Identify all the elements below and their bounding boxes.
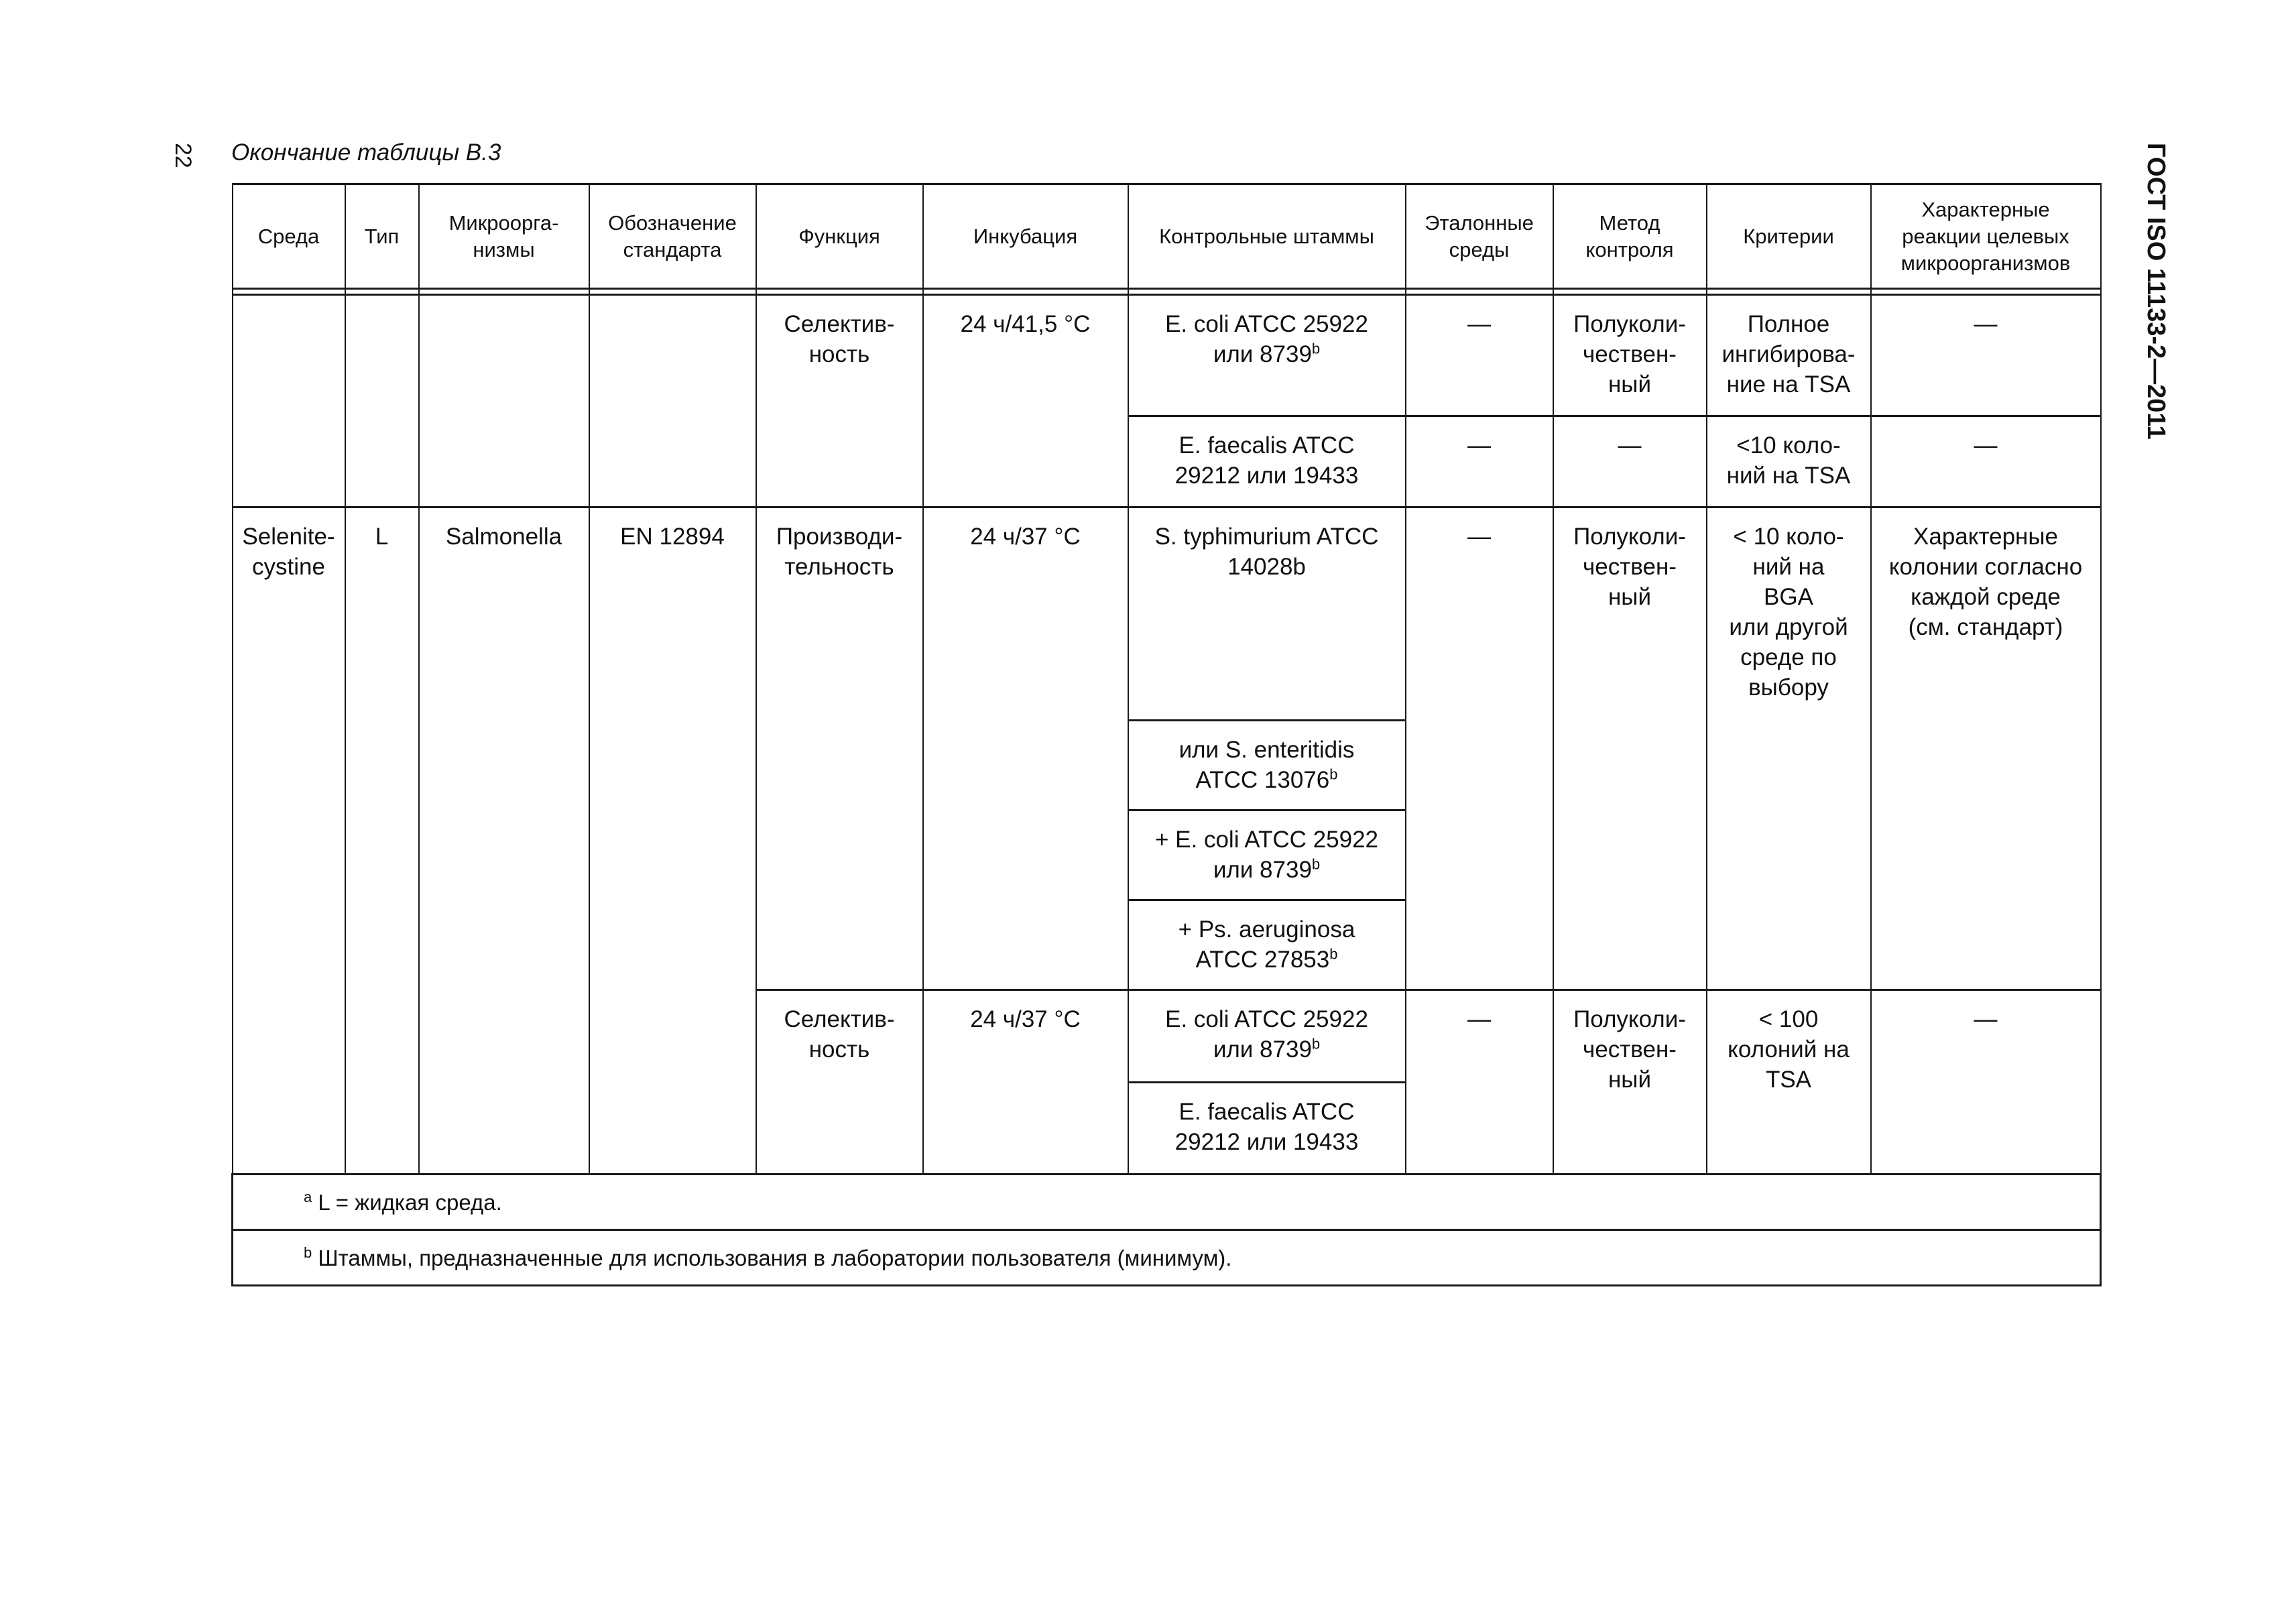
cell-type: L (345, 507, 419, 1175)
cell-standard: EN 12894 (589, 507, 756, 1175)
header-medium: Среда (233, 184, 345, 289)
header-type: Тип (345, 184, 419, 289)
header-reference-media: Эталонные среды (1406, 184, 1553, 289)
cell-reaction: Характерные колонии согласно каждой среде (см. стандарт) (1871, 507, 2101, 990)
cell-control-strain (1128, 295, 1406, 416)
cell-function: Производи- тельность (756, 507, 923, 990)
footnote-row (233, 1175, 2101, 1230)
footnote-mark: b (304, 1244, 312, 1261)
cell-reaction: — (1871, 416, 2101, 507)
strain-text: + E. coli ATCC 25922 или 8739 (1155, 827, 1378, 883)
page-number: 22 (170, 143, 196, 168)
footnote-mark: a (304, 1188, 312, 1205)
cell-incubation: 24 ч/37 °C (923, 990, 1128, 1175)
header-control-strains: Контрольные штаммы (1128, 184, 1406, 289)
cell-criteria: <10 коло- ний на TSA (1707, 416, 1871, 507)
footnote-text: Штаммы, предназначенные для использования в лаборатории пользователя (минимум). (312, 1245, 1232, 1270)
cell-function: Селектив- ность (756, 990, 923, 1175)
document-code: ГОСТ ISO 11133-2—2011 (2142, 143, 2170, 440)
cell-reaction: — (1871, 990, 2101, 1175)
cell-criteria: Полное ингибирова- ние на TSA (1707, 295, 1871, 416)
strain-text: E. coli ATCC 25922 или 8739 (1165, 311, 1368, 367)
footnote-mark: b (1311, 1035, 1321, 1053)
header-row (233, 184, 2101, 289)
cell-empty (345, 295, 419, 507)
cell-control-strain: S. typhimurium ATCC 14028b (1128, 507, 1406, 721)
footnote-a (233, 1175, 2101, 1230)
table-row (233, 295, 2101, 416)
footnote-text: L = жидкая среда. (312, 1189, 502, 1215)
header-reactions: Характерные реакции целевых микроорганизмов (1871, 184, 2101, 289)
cell-criteria: < 100 колоний на TSA (1707, 990, 1871, 1175)
cell-reference-media: — (1406, 990, 1553, 1175)
cell-incubation: 24 ч/41,5 °C (923, 295, 1128, 507)
footnote-mark: b (1311, 855, 1321, 873)
header-spacer (233, 289, 2101, 295)
table-row (233, 507, 2101, 721)
cell-method: — (1553, 416, 1707, 507)
cell-microorganism: Salmonella (419, 507, 589, 1175)
header-incubation: Инкубация (923, 184, 1128, 289)
cell-method: Полуколи- чествен- ный (1553, 990, 1707, 1175)
cell-empty (589, 295, 756, 507)
footnote-row (233, 1230, 2101, 1286)
cell-reference-media: — (1406, 416, 1553, 507)
cell-control-strain: E. faecalis ATCC 29212 или 19433 (1128, 1083, 1406, 1175)
cell-empty (233, 295, 345, 507)
cell-medium: Selenite- cystine (233, 507, 345, 1175)
footnote-mark: b (1329, 945, 1338, 963)
cell-method: Полуколи- чествен- ный (1553, 507, 1707, 990)
footnote-b (233, 1230, 2101, 1286)
header-standard: Обозначение стандарта (589, 184, 756, 289)
footnote-mark: b (1329, 766, 1338, 783)
cell-function: Селектив- ность (756, 295, 923, 507)
table-b3 (231, 183, 2102, 1286)
header-microorganisms: Микроорга- низмы (419, 184, 589, 289)
cell-control-strain (1128, 900, 1406, 990)
cell-empty (419, 295, 589, 507)
strain-text: + Ps. aeruginosa ATCC 27853 (1178, 916, 1355, 973)
cell-control-strain (1128, 810, 1406, 900)
footnote-mark: b (1311, 340, 1321, 357)
table-caption: Окончание таблицы В.3 (231, 139, 501, 166)
cell-method: Полуколи- чествен- ный (1553, 295, 1707, 416)
header-function: Функция (756, 184, 923, 289)
cell-reference-media: — (1406, 507, 1553, 990)
cell-incubation: 24 ч/37 °C (923, 507, 1128, 990)
strain-text: E. coli ATCC 25922 или 8739 (1165, 1006, 1368, 1063)
header-method: Метод контроля (1553, 184, 1707, 289)
cell-control-strain: E. faecalis ATCC 29212 или 19433 (1128, 416, 1406, 507)
cell-reaction: — (1871, 295, 2101, 416)
cell-criteria: < 10 коло- ний на BGA или другой среде по выбору (1707, 507, 1871, 990)
header-criteria: Критерии (1707, 184, 1871, 289)
cell-control-strain (1128, 721, 1406, 810)
strain-text: или S. enteritidis ATCC 13076 (1179, 737, 1355, 793)
cell-reference-media: — (1406, 295, 1553, 416)
cell-control-strain (1128, 990, 1406, 1083)
